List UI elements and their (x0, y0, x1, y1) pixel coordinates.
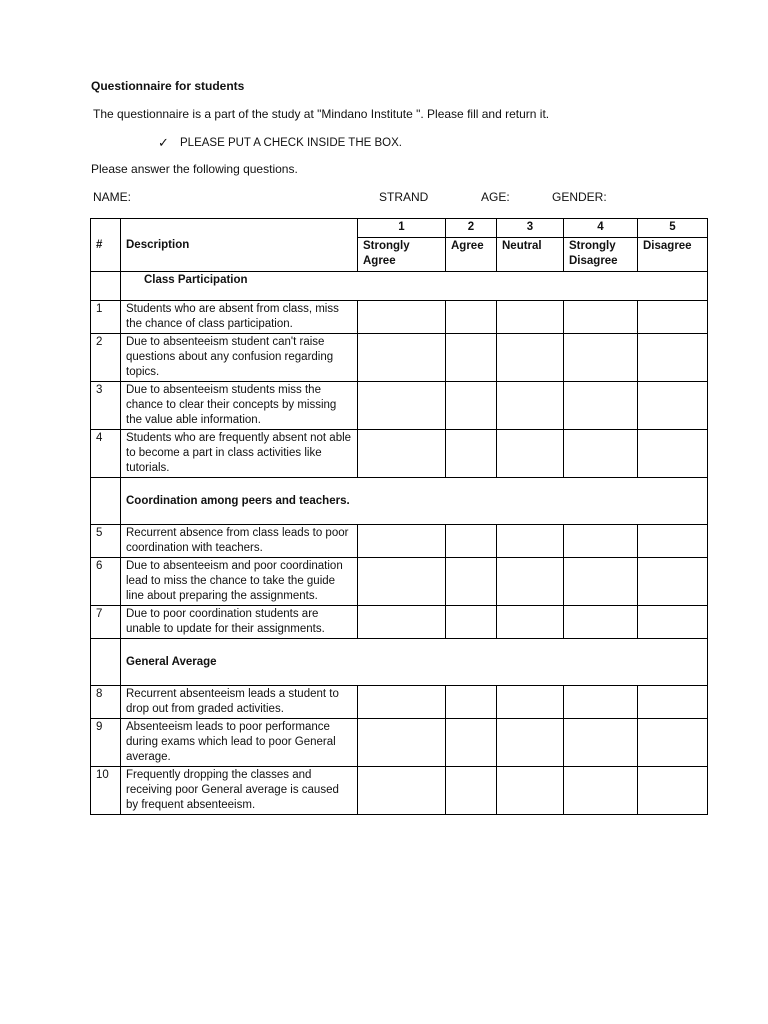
response-checkbox-4[interactable] (564, 525, 638, 558)
question-number: 5 (91, 525, 121, 558)
response-checkbox-5[interactable] (638, 606, 708, 639)
response-checkbox-4[interactable] (564, 334, 638, 382)
question-number: 3 (91, 382, 121, 430)
question-row (91, 558, 708, 606)
response-checkbox-3[interactable] (497, 767, 564, 815)
scale-label-3: Neutral (497, 238, 564, 272)
section-number-cell (91, 478, 121, 525)
scale-number-3: 3 (497, 219, 564, 238)
question-row (91, 719, 708, 767)
response-checkbox-3[interactable] (497, 430, 564, 478)
section-number-cell (91, 639, 121, 686)
section-number-cell (91, 272, 121, 301)
response-checkbox-2[interactable] (446, 334, 497, 382)
response-checkbox-5[interactable] (638, 719, 708, 767)
scale-number-2: 2 (446, 219, 497, 238)
response-checkbox-3[interactable] (497, 719, 564, 767)
response-checkbox-5[interactable] (638, 382, 708, 430)
response-checkbox-2[interactable] (446, 767, 497, 815)
question-number: 4 (91, 430, 121, 478)
response-checkbox-2[interactable] (446, 382, 497, 430)
scale-label-1: Strongly Agree (358, 238, 446, 272)
question-text: Absenteeism leads to poor performance during exams which lead to poor General average. (121, 719, 358, 767)
question-text: Students who are absent from class, miss the chance of class participation. (121, 301, 358, 334)
response-checkbox-1[interactable] (358, 334, 446, 382)
section-row (91, 272, 708, 301)
question-number: 10 (91, 767, 121, 815)
response-checkbox-2[interactable] (446, 686, 497, 719)
question-text: Due to poor coordination students are unable to update for their assignments. (121, 606, 358, 639)
response-checkbox-2[interactable] (446, 525, 497, 558)
scale-label-4: Strongly Disagree (564, 238, 638, 272)
response-checkbox-5[interactable] (638, 767, 708, 815)
response-checkbox-3[interactable] (497, 334, 564, 382)
response-checkbox-1[interactable] (358, 686, 446, 719)
question-text: Frequently dropping the classes and receiving poor General average is caused by frequent absenteeism. (121, 767, 358, 815)
response-checkbox-1[interactable] (358, 301, 446, 334)
intro-text: The questionnaire is a part of the study at "Mindano Institute ". Please fill and return it. (93, 107, 550, 121)
instruction-line (158, 135, 402, 151)
response-checkbox-5[interactable] (638, 334, 708, 382)
response-checkbox-2[interactable] (446, 301, 497, 334)
col-header-description: Description (121, 219, 358, 272)
question-row (91, 606, 708, 639)
response-checkbox-3[interactable] (497, 686, 564, 719)
scale-number-5: 5 (638, 219, 708, 238)
question-text: Recurrent absenteeism leads a student to drop out from graded activities. (121, 686, 358, 719)
scale-label-2: Agree (446, 238, 497, 272)
question-text: Students who are frequently absent not able to become a part in class activities like tutorials. (121, 430, 358, 478)
response-checkbox-4[interactable] (564, 767, 638, 815)
response-checkbox-1[interactable] (358, 525, 446, 558)
scale-label-5: Disagree (638, 238, 708, 272)
section-title-cell (121, 272, 708, 301)
question-number: 1 (91, 301, 121, 334)
response-checkbox-5[interactable] (638, 525, 708, 558)
question-row (91, 767, 708, 815)
question-text: Recurrent absence from class leads to poor coordination with teachers. (121, 525, 358, 558)
strand-field-label: STRAND (379, 190, 429, 204)
question-text: Due to absenteeism students miss the chance to clear their concepts by missing the value able information. (121, 382, 358, 430)
document-title: Questionnaire for students (91, 79, 245, 93)
question-number: 2 (91, 334, 121, 382)
response-checkbox-3[interactable] (497, 382, 564, 430)
question-row (91, 382, 708, 430)
prompt-text: Please answer the following questions. (91, 162, 298, 176)
question-number: 6 (91, 558, 121, 606)
question-number: 8 (91, 686, 121, 719)
section-title: General Average (126, 655, 217, 668)
response-checkbox-5[interactable] (638, 430, 708, 478)
section-title: Class Participation (144, 274, 248, 286)
response-checkbox-1[interactable] (358, 558, 446, 606)
response-checkbox-1[interactable] (358, 430, 446, 478)
question-row (91, 334, 708, 382)
response-checkbox-5[interactable] (638, 558, 708, 606)
response-checkbox-1[interactable] (358, 382, 446, 430)
response-checkbox-1[interactable] (358, 767, 446, 815)
response-checkbox-2[interactable] (446, 558, 497, 606)
response-checkbox-5[interactable] (638, 686, 708, 719)
section-title: Coordination among peers and teachers. (126, 494, 350, 507)
section-title-cell (121, 478, 708, 525)
response-checkbox-4[interactable] (564, 382, 638, 430)
response-checkbox-3[interactable] (497, 558, 564, 606)
age-field-label: AGE: (481, 190, 510, 204)
response-checkbox-5[interactable] (638, 301, 708, 334)
response-checkbox-4[interactable] (564, 719, 638, 767)
name-field-label: NAME: (93, 190, 132, 204)
question-text: Due to absenteeism and poor coordination lead to miss the chance to take the guide line about preparing the assignments. (121, 558, 358, 606)
response-checkbox-1[interactable] (358, 606, 446, 639)
question-row (91, 686, 708, 719)
scale-number-4: 4 (564, 219, 638, 238)
response-checkbox-2[interactable] (446, 719, 497, 767)
question-row (91, 525, 708, 558)
instruction-text: PLEASE PUT A CHECK INSIDE THE BOX. (180, 137, 402, 149)
response-checkbox-3[interactable] (497, 301, 564, 334)
response-checkbox-3[interactable] (497, 525, 564, 558)
response-checkbox-4[interactable] (564, 686, 638, 719)
question-row (91, 430, 708, 478)
response-checkbox-4[interactable] (564, 430, 638, 478)
section-row (91, 478, 708, 525)
question-number: 7 (91, 606, 121, 639)
response-checkbox-4[interactable] (564, 606, 638, 639)
section-title-cell (121, 639, 708, 686)
question-text: Due to absenteeism student can't raise questions about any confusion regarding topics. (121, 334, 358, 382)
response-checkbox-2[interactable] (446, 430, 497, 478)
response-checkbox-4[interactable] (564, 301, 638, 334)
question-number: 9 (91, 719, 121, 767)
scale-number-1: 1 (358, 219, 446, 238)
response-checkbox-2[interactable] (446, 606, 497, 639)
questionnaire-table (90, 218, 708, 815)
section-row (91, 639, 708, 686)
response-checkbox-3[interactable] (497, 606, 564, 639)
header-row-numbers (91, 219, 708, 238)
col-header-number: # (91, 219, 121, 272)
checkmark-icon: ✓ (158, 135, 169, 150)
question-row (91, 301, 708, 334)
response-checkbox-4[interactable] (564, 558, 638, 606)
response-checkbox-1[interactable] (358, 719, 446, 767)
gender-field-label: GENDER: (552, 190, 607, 204)
